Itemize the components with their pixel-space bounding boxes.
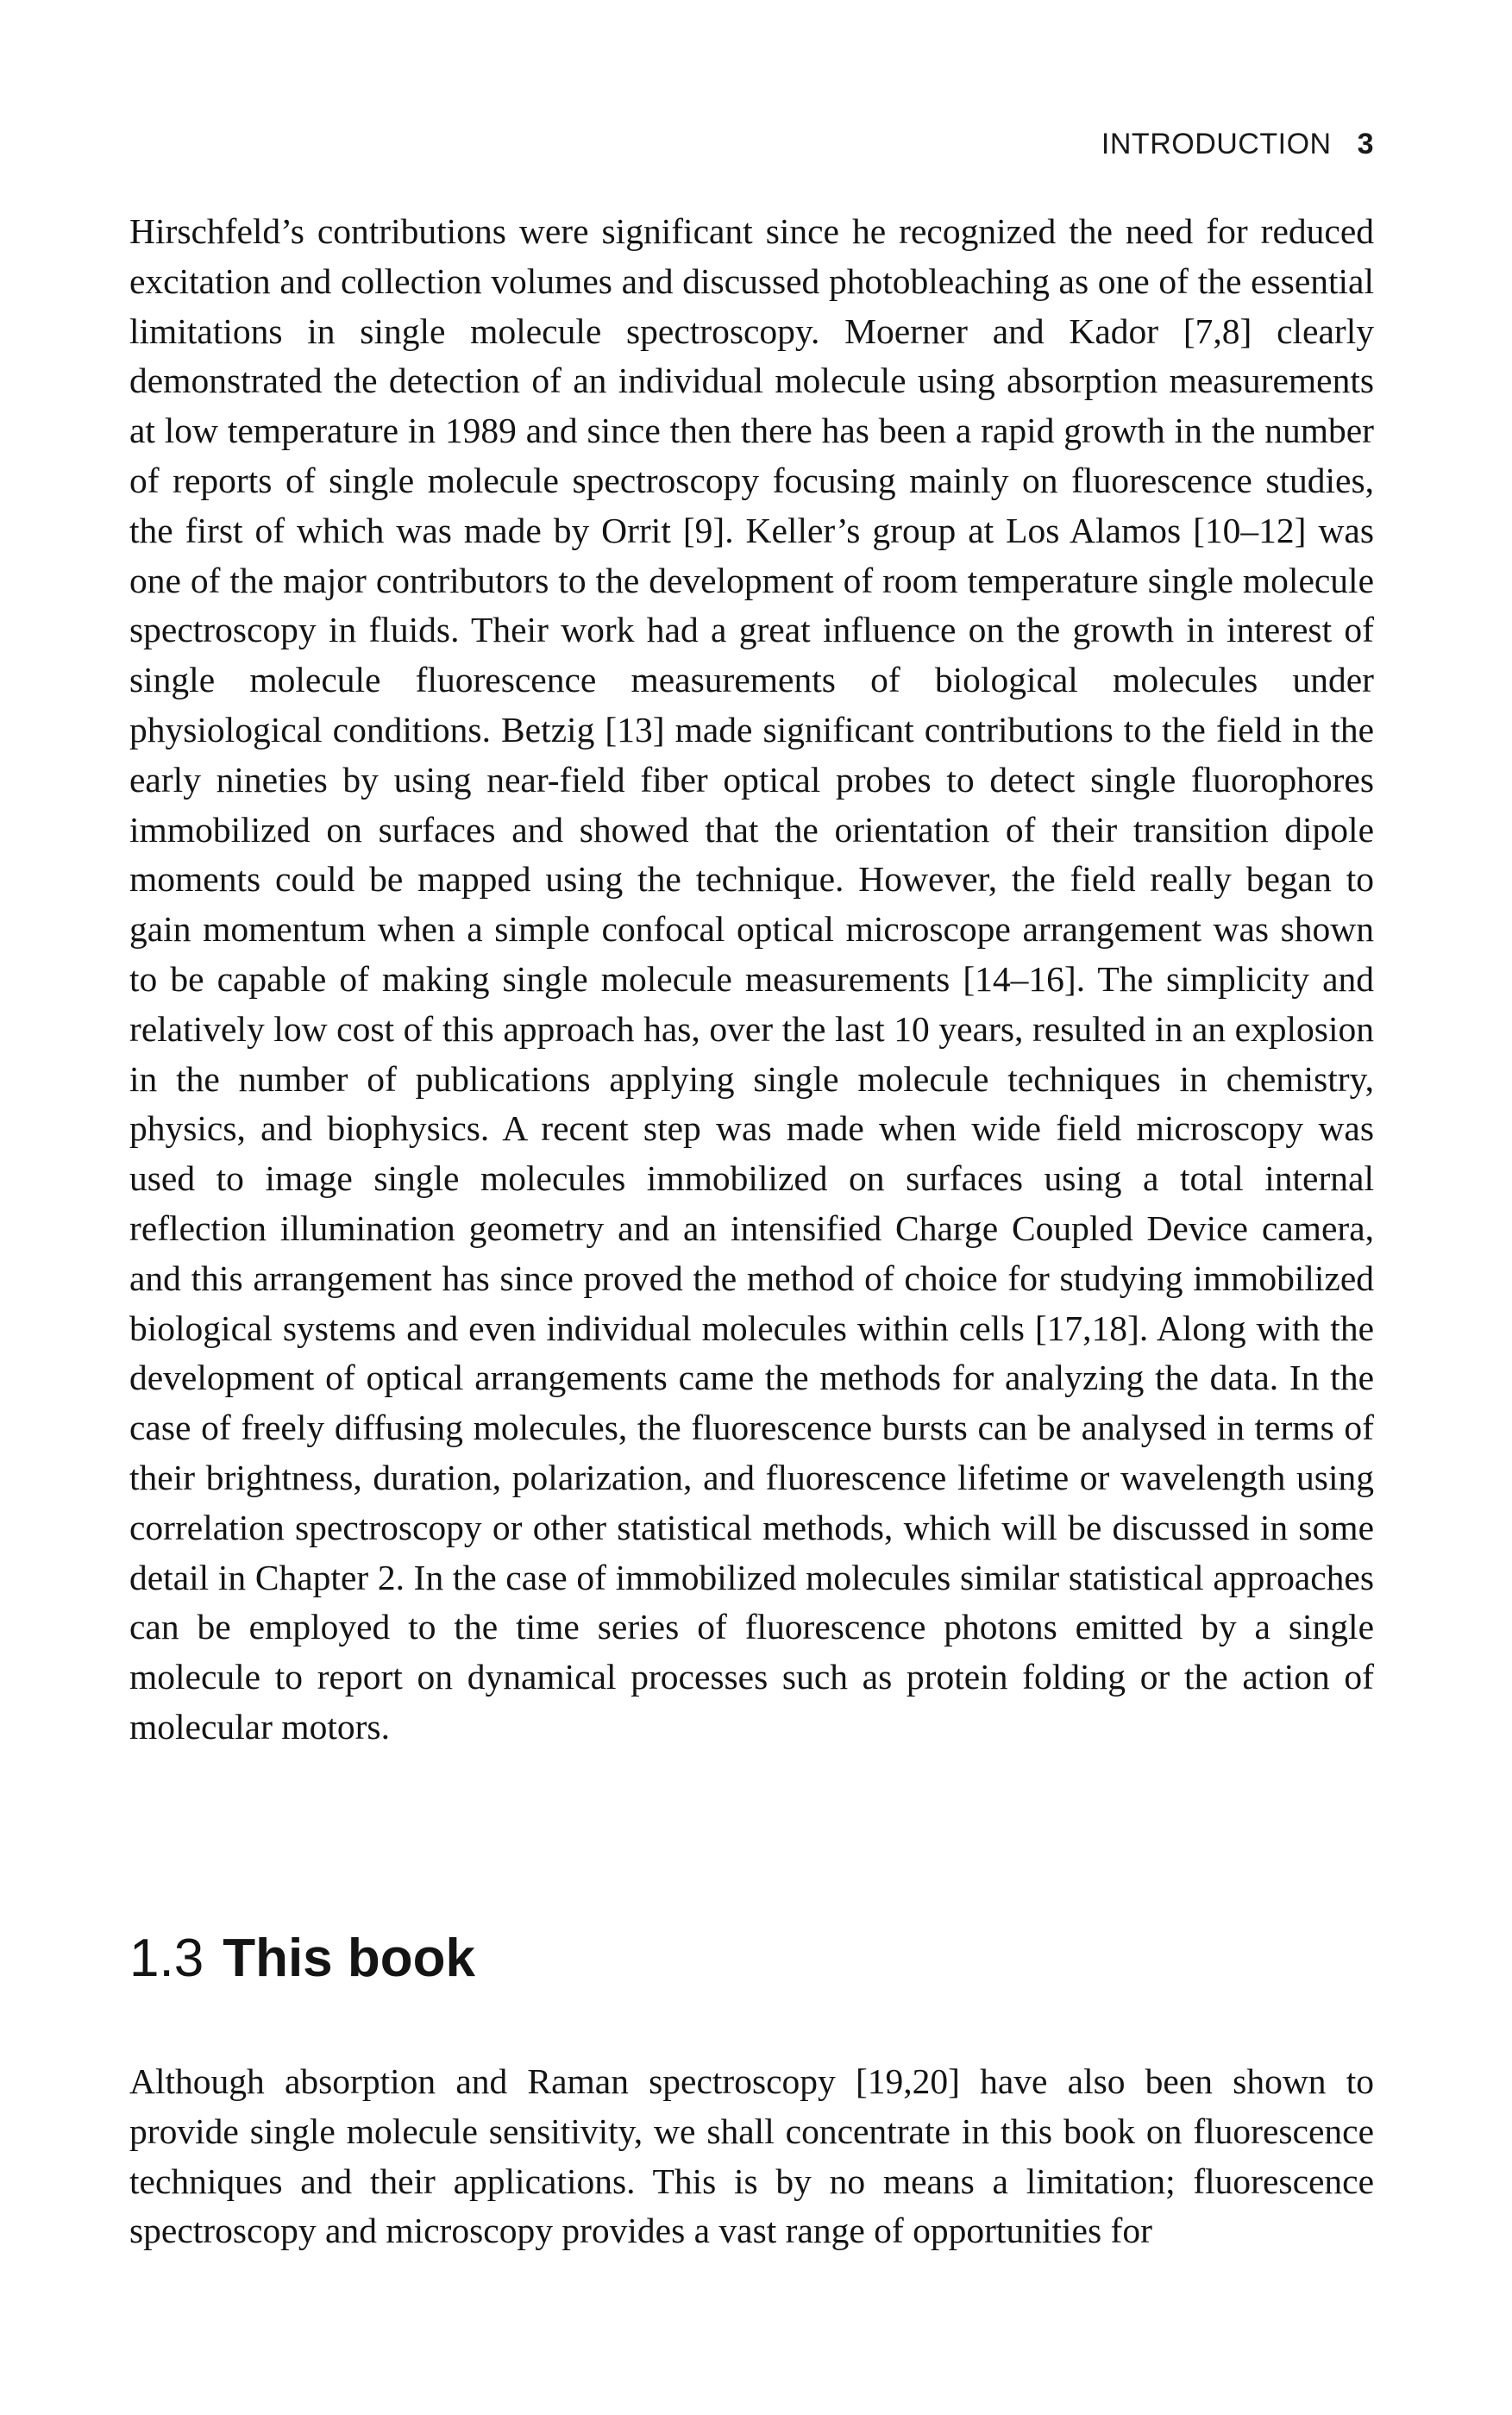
running-head	[1101, 128, 1374, 161]
body-paragraph: Hirschfeld’s contributions were significant since he recognized the need for reduced excitation and collection volumes and discussed photobleaching as one of the essential limitations in single molecule spectroscopy. Moerner and Kador [7,8] clearly demonstrated the detection of an individual molecule using absorption measurements at low temperature in 1989 and since then there has been a rapid growth in the number of reports of single molecule spectroscopy focusing mainly on fluorescence studies, the first of which was made by Orrit [9]. Keller’s group at Los Alamos [10–12] was one of the major contributors to the development of room temperature single molecule spectroscopy in fluids. Their work had a great influence on the growth in interest of single molecule fluorescence measurements of biological molecules under physiological conditions. Betzig [13] made significant contributions to the field in the early nineties by using near-field fiber optical probes to detect single fluorophores immobilized on surfaces and showed that the orientation of their transition dipole moments could be mapped using the technique. However, the field really began to gain momentum when a simple confocal optical microscope arrangement was shown to be capable of making single molecule measurements [14–16]. The simplicity and relatively low cost of this approach has, over the last 10 years, resulted in an explosion in the number of publications applying single molecule techniques in chemistry, physics, and biophysics. A recent step was made when wide field microscopy was used to image single molecules immobilized on surfaces using a total internal reflection illumination geometry and an intensified Charge Coupled Device camera, and this arrangement has since proved the method of choice for studying immobilized biological systems and even individual molecules within cells [17,18]. Along with the development of optical arrangements came the methods for analyzing the data. In the case of freely diffusing molecules, the fluorescence bursts can be analysed in terms of their brightness, duration, polarization, and fluorescence lifetime or wavelength using correlation spectroscopy or other statistical methods, which will be discussed in some detail in Chapter 2. In the case of immobilized molecules similar statistical approaches can be employed to the time series of fluorescence photons emitted by a single molecule to report on dynamical processes such as protein folding or the action of molecular motors.	[129, 211, 1374, 1747]
running-head-title: INTRODUCTION	[1101, 128, 1332, 160]
section-heading	[129, 1928, 475, 1989]
section-title: This book	[223, 1929, 475, 1988]
section-number: 1.3	[129, 1929, 204, 1988]
page-number: 3	[1357, 128, 1374, 160]
body-paragraph: Although absorption and Raman spectroscopy [19,20] have also been shown to provide single molecule sensitivity, we shall concentrate in this book on fluorescence techniques and their applications. This is by no means a limitation; fluorescence spectroscopy and microscopy provides a vast range of opportunities for	[129, 2061, 1374, 2251]
